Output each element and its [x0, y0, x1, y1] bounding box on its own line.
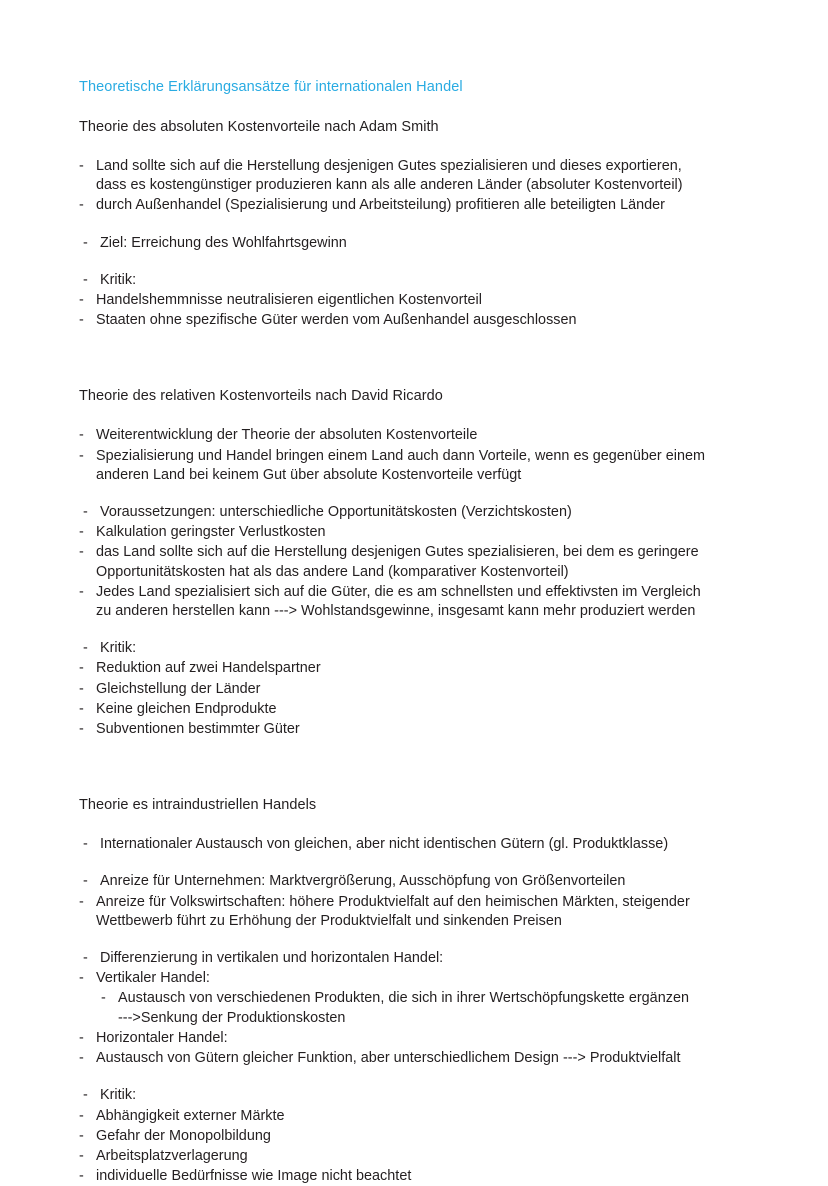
- bullet-group: [79, 1086, 768, 1186]
- list-item: [79, 271, 768, 290]
- list-item: [79, 700, 768, 719]
- section-heading: Theorie des absoluten Kostenvorteile nach Adam Smith: [79, 119, 439, 135]
- bullet-dash-icon: -: [79, 1107, 84, 1124]
- list-item-continuation: Wettbewerb führt zu Erhöhung der Produktvielfalt und sinkenden Preisen: [96, 912, 562, 929]
- document-body: [79, 118, 768, 1186]
- list-item-text: Anreize für Unternehmen: Marktvergrößerung, Ausschöpfung von Größenvorteilen: [100, 873, 626, 890]
- bullet-dash-icon: -: [79, 1127, 84, 1144]
- bullet-dash-icon: -: [83, 1087, 88, 1104]
- list-item: [79, 157, 768, 195]
- bullet-group: [79, 157, 768, 216]
- section-spacer: [79, 348, 768, 387]
- list-item-continuation: anderen Land bei keinem Gut über absolute Kostenvorteile verfügt: [96, 466, 522, 483]
- list-item: [79, 1127, 768, 1146]
- list-item: [79, 583, 768, 621]
- list-item: [79, 503, 768, 522]
- bullet-dash-icon: -: [83, 234, 88, 251]
- bullet-dash-icon: -: [83, 640, 88, 657]
- bullet-group: [79, 872, 768, 931]
- bullet-dash-icon: -: [79, 660, 84, 677]
- bullet-dash-icon: -: [83, 873, 88, 890]
- sub-list-item: [79, 989, 768, 1027]
- bullet-dash-icon: -: [79, 1168, 84, 1185]
- list-item: [79, 1029, 768, 1048]
- list-item-text: durch Außenhandel (Spezialisierung und Arbeitsteilung) profitieren alle beteiligten Länder: [96, 197, 665, 214]
- list-item-text: Internationaler Austausch von gleichen, aber nicht identischen Gütern (gl. Produktklasse): [100, 836, 669, 853]
- list-item: [79, 543, 768, 581]
- section-heading: Theorie es intraindustriellen Handels: [79, 797, 317, 814]
- list-item-text: Reduktion auf zwei Handelspartner: [96, 660, 321, 677]
- bullet-dash-icon: -: [83, 836, 88, 853]
- list-item-continuation: dass es kostengünstiger produzieren kann als alle anderen Länder (absoluter Kostenvorteil): [96, 177, 683, 194]
- list-item-text: Staaten ohne spezifische Güter werden vom Außenhandel ausgeschlossen: [96, 312, 577, 329]
- bullet-group: [79, 426, 768, 485]
- bullet-dash-icon: -: [79, 1147, 84, 1164]
- bullet-group: [79, 949, 768, 1068]
- list-item-text: individuelle Bedürfnisse wie Image nicht beachtet: [96, 1168, 412, 1185]
- list-item: [79, 291, 768, 310]
- list-item-text: Anreize für Volkswirtschaften: höhere Produktvielfalt auf den heimischen Märkten, steigender: [96, 893, 690, 910]
- bullet-group: [79, 234, 768, 253]
- bullet-group: [79, 503, 768, 621]
- list-item-text: Voraussetzungen: unterschiedliche Opportunitätskosten (Verzichtskosten): [100, 504, 572, 521]
- list-item-text: Gleichstellung der Länder: [96, 680, 261, 697]
- bullet-dash-icon: -: [83, 271, 88, 288]
- bullet-dash-icon: -: [79, 447, 84, 464]
- list-item: [79, 1167, 768, 1186]
- list-item-text: Jedes Land spezialisiert sich auf die Güter, die es am schnellsten und effektivsten im Vergleich: [96, 583, 701, 600]
- list-item: [79, 835, 768, 854]
- list-item-text: Ziel: Erreichung des Wohlfahrtsgewinn: [100, 234, 347, 251]
- list-item: [79, 639, 768, 658]
- page-title: Theoretische Erklärungsansätze für internationalen Handel: [79, 79, 463, 95]
- list-item-text: Arbeitsplatzverlagerung: [96, 1147, 248, 1164]
- bullet-dash-icon: -: [83, 950, 88, 967]
- bullet-dash-icon: -: [79, 197, 84, 214]
- document-section: [79, 387, 768, 796]
- bullet-dash-icon: -: [79, 700, 84, 717]
- bullet-dash-icon: -: [101, 990, 106, 1007]
- bullet-group: [79, 835, 768, 854]
- list-item: [79, 523, 768, 542]
- bullet-dash-icon: -: [79, 292, 84, 309]
- list-item-text: Handelshemmnisse neutralisieren eigentlichen Kostenvorteil: [96, 292, 482, 309]
- bullet-dash-icon: -: [79, 544, 84, 561]
- list-item-continuation: zu anderen herstellen kann ---> Wohlstandsgewinne, insgesamt kann mehr produziert werden: [96, 603, 696, 620]
- bullet-group: [79, 639, 768, 739]
- list-item: [79, 720, 768, 739]
- list-item-text: Differenzierung in vertikalen und horizontalen Handel:: [100, 950, 444, 967]
- bullet-dash-icon: -: [79, 893, 84, 910]
- bullet-dash-icon: -: [83, 504, 88, 521]
- list-item-text: Kalkulation geringster Verlustkosten: [96, 524, 326, 541]
- list-item: [79, 949, 768, 968]
- list-item-text: Kritik:: [100, 640, 137, 657]
- list-item: [79, 426, 768, 445]
- bullet-dash-icon: -: [79, 312, 84, 329]
- list-item-text: Kritik:: [100, 271, 137, 288]
- list-item: [79, 311, 768, 330]
- bullet-group: [79, 271, 768, 331]
- list-item-text: Horizontaler Handel:: [96, 1029, 228, 1046]
- bullet-dash-icon: -: [79, 1050, 84, 1067]
- document-section: [79, 796, 768, 1186]
- list-item: [79, 893, 768, 931]
- list-item-text: Keine gleichen Endprodukte: [96, 700, 277, 717]
- list-item: [79, 447, 768, 485]
- list-item-text: Weiterentwicklung der Theorie der absoluten Kostenvorteile: [96, 427, 478, 444]
- bullet-dash-icon: -: [79, 158, 84, 174]
- list-item: [79, 659, 768, 678]
- list-item-text: Spezialisierung und Handel bringen einem Land auch dann Vorteile, wenn es gegenüber einem: [96, 447, 706, 464]
- section-heading: Theorie des relativen Kostenvorteils nach David Ricardo: [79, 388, 443, 405]
- list-item: [79, 1049, 768, 1068]
- bullet-dash-icon: -: [79, 970, 84, 987]
- list-item: [79, 234, 768, 253]
- bullet-dash-icon: -: [79, 680, 84, 697]
- bullet-dash-icon: -: [79, 583, 84, 600]
- list-item: [79, 1147, 768, 1166]
- list-item: [79, 1107, 768, 1126]
- list-item-text: Subventionen bestimmter Güter: [96, 721, 300, 738]
- list-item-text: das Land sollte sich auf die Herstellung desjenigen Gutes spezialisieren, bei dem es geringere: [96, 544, 699, 561]
- list-item-text: Austausch von Gütern gleicher Funktion, aber unterschiedlichem Design ---> Produktvielfalt: [96, 1050, 681, 1067]
- list-item-text: Gefahr der Monopolbildung: [96, 1127, 271, 1144]
- list-item-text: Kritik:: [100, 1087, 137, 1104]
- bullet-dash-icon: -: [79, 1029, 84, 1046]
- list-item-text: Abhängigkeit externer Märkte: [96, 1107, 285, 1124]
- bullet-dash-icon: -: [79, 427, 84, 444]
- list-item-text: Vertikaler Handel:: [96, 970, 210, 987]
- list-item-text: Land sollte sich auf die Herstellung desjenigen Gutes spezialisieren und dieses exportieren,: [96, 158, 682, 174]
- list-item: [79, 1086, 768, 1105]
- list-item-text: Austausch von verschiedenen Produkten, die sich in ihrer Wertschöpfungskette ergänzen: [118, 990, 689, 1007]
- list-item: [79, 872, 768, 891]
- document-section: [79, 118, 768, 387]
- bullet-dash-icon: -: [79, 524, 84, 541]
- list-item: [79, 680, 768, 699]
- section-spacer: [79, 757, 768, 796]
- list-item: [79, 196, 768, 215]
- bullet-dash-icon: -: [79, 721, 84, 738]
- list-item: [79, 969, 768, 988]
- list-item-continuation: Opportunitätskosten hat als das andere Land (komparativer Kostenvorteil): [96, 563, 569, 580]
- list-item-continuation: --->Senkung der Produktionskosten: [118, 1009, 346, 1026]
